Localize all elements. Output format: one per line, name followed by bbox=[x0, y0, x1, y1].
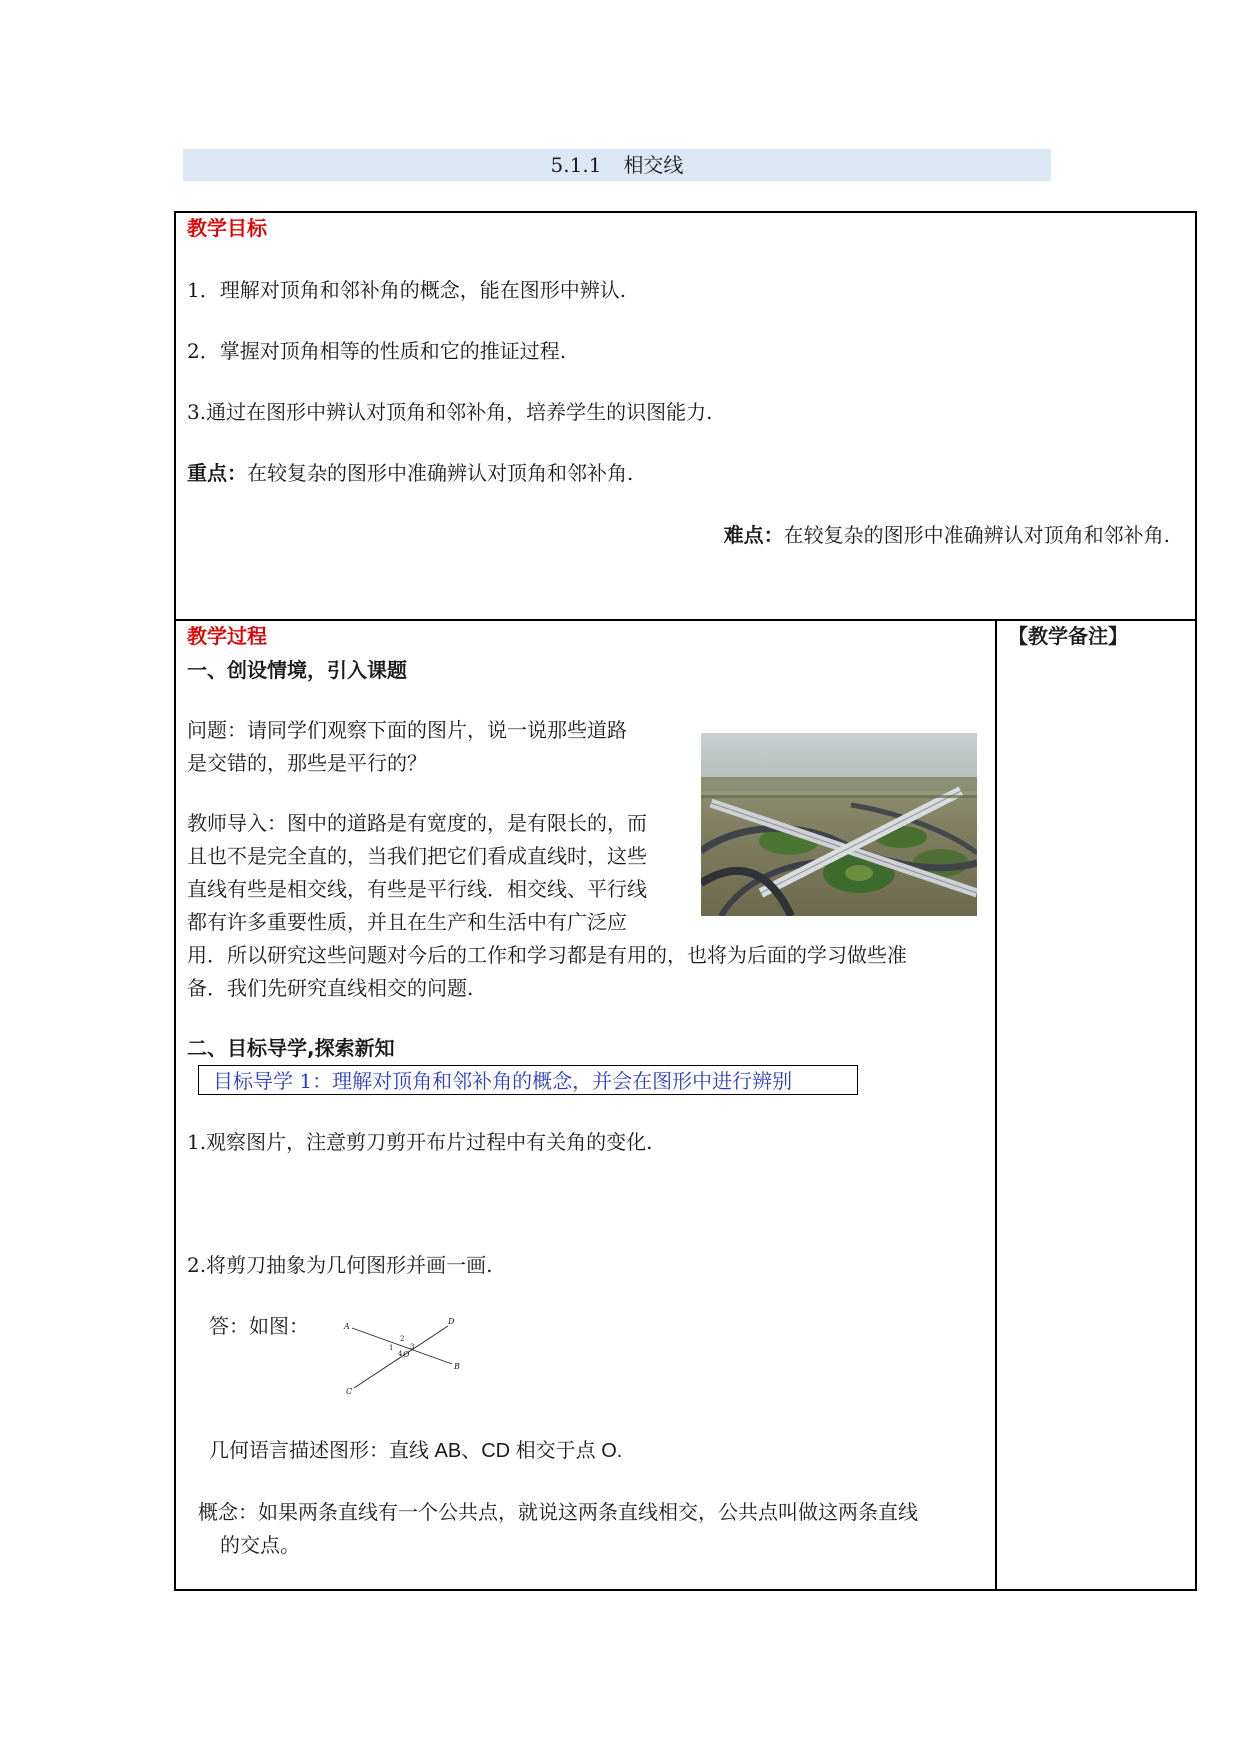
process-heading: 教学过程 bbox=[187, 624, 267, 648]
section1-title: 一、创设情境，引入课题 bbox=[187, 658, 407, 682]
angle-2: 2 bbox=[400, 1335, 405, 1343]
key-point-text: 在较复杂的图形中准确辨认对顶角和邻补角. bbox=[247, 461, 634, 485]
objective-item-2: 2．掌握对顶角相等的性质和它的推证过程. bbox=[187, 339, 567, 363]
intro-line-6: 备．我们先研究直线相交的问题. bbox=[187, 976, 474, 1000]
difficult-point bbox=[724, 519, 1170, 551]
page-title: 相交线 bbox=[623, 153, 684, 177]
section2-title: 二、目标导学,探索新知 bbox=[187, 1036, 395, 1060]
intro-line-2: 且也不是完全直的，当我们把它们看成直线时，这些 bbox=[187, 844, 647, 868]
question-line-1: 问题：请同学们观察下面的图片，说一说那些道路 bbox=[187, 718, 627, 742]
objective-item-3: 3.通过在图形中辨认对顶角和邻补角，培养学生的识图能力. bbox=[187, 400, 713, 424]
geometric-description-text: 几何语言描述图形：直线 AB、CD 相交于点 O. bbox=[209, 1440, 623, 1462]
goal-box: 目标导学 1：理解对顶角和邻补角的概念，并会在图形中进行辨别 bbox=[198, 1065, 858, 1095]
difficult-point-text: 在较复杂的图形中准确辨认对顶角和邻补角. bbox=[783, 523, 1170, 547]
table-border-bottom bbox=[174, 1589, 1196, 1591]
intro-line-1: 教师导入：图中的道路是有宽度的，是有限长的，而 bbox=[187, 811, 647, 835]
intersecting-lines-diagram bbox=[340, 1312, 466, 1396]
intro-line-5: 用．所以研究这些问题对今后的工作和学习都是有用的，也将为后面的学习做些准 bbox=[187, 943, 907, 967]
label-C: C bbox=[346, 1387, 353, 1396]
concept-line-1: 概念：如果两条直线有一个公共点，就说这两条直线相交，公共点叫做这两条直线 bbox=[198, 1500, 918, 1524]
step-2: 2.将剪刀抽象为几何图形并画一画. bbox=[187, 1253, 493, 1277]
intro-line-4: 都有许多重要性质，并且在生产和生活中有广泛应 bbox=[187, 910, 627, 934]
concept-line-2: 的交点。 bbox=[220, 1533, 300, 1557]
section-number: 5.1.1 bbox=[550, 153, 602, 177]
difficult-point-label: 难点： bbox=[723, 523, 784, 547]
table-border-right bbox=[1195, 211, 1197, 1591]
highway-interchange-photo bbox=[701, 733, 977, 916]
geometric-description bbox=[209, 1434, 622, 1467]
table-border-top bbox=[174, 211, 1196, 213]
angle-4: 4 bbox=[398, 1350, 403, 1358]
angle-1: 1 bbox=[389, 1344, 394, 1352]
label-B: B bbox=[454, 1362, 460, 1371]
label-A: A bbox=[344, 1322, 350, 1331]
step-1: 1.观察图片，注意剪刀剪开布片过程中有关角的变化. bbox=[187, 1130, 653, 1154]
objectives-heading: 教学目标 bbox=[187, 216, 267, 240]
key-point bbox=[187, 457, 633, 489]
question-line-2: 是交错的，那些是平行的？ bbox=[187, 751, 427, 775]
table-column-divider bbox=[995, 619, 997, 1590]
key-point-label: 重点： bbox=[187, 461, 247, 485]
table-border-left bbox=[174, 211, 176, 1591]
page-title-bar bbox=[183, 149, 1051, 181]
angle-3: 3 bbox=[410, 1343, 415, 1351]
label-O: O bbox=[403, 1350, 410, 1359]
objective-item-1: 1．理解对顶角和邻补角的概念，能在图形中辨认. bbox=[187, 278, 627, 302]
answer-label: 答：如图： bbox=[209, 1314, 309, 1338]
notes-heading: 【教学备注】 bbox=[1008, 624, 1128, 648]
label-D: D bbox=[448, 1317, 455, 1326]
intro-line-3: 直线有些是相交线，有些是平行线．相交线、平行线 bbox=[187, 877, 647, 901]
